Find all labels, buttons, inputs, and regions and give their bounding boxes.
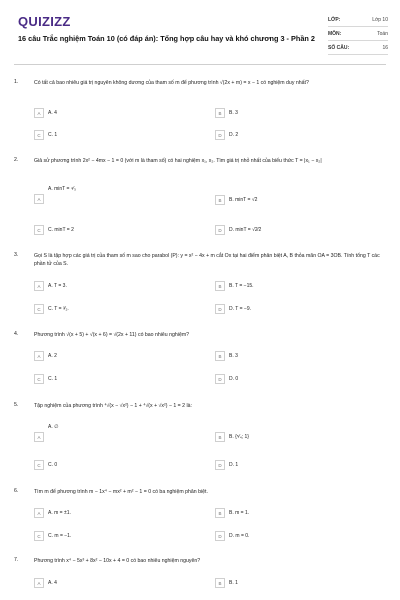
option-d[interactable] [215, 304, 251, 314]
option-letter-box: B [215, 108, 225, 118]
question-number: 2. [14, 157, 19, 163]
option-text: C. T = ³⁄₂. [48, 306, 69, 312]
question-stem: Phương trình x⁴ − 5x³ + 8x² − 10x + 4 = 0 có bao nhiêu nghiệm nguyên? [34, 558, 201, 564]
question-stem: Phương trình √(x + 5) + √(x + 6) = √(2x + 11) có bao nhiêu nghiệm? [34, 332, 190, 338]
option-text: A. 4 [48, 580, 57, 586]
option-text: B. 1 [229, 580, 238, 586]
option-letter-box: A [34, 194, 44, 204]
meta-row-count [328, 41, 388, 55]
option-a[interactable] [34, 281, 67, 291]
option-text: C. 1 [48, 132, 58, 138]
option-text: D. T = −9. [229, 306, 252, 312]
option-c[interactable] [34, 374, 57, 384]
question-number: 5. [14, 402, 19, 408]
option-letter-box: B [215, 281, 225, 291]
option-letter-box: C [34, 130, 44, 140]
option-b[interactable] [215, 281, 254, 291]
question-stem: Gọi S là tập hợp các giá trị của tham số m sao cho parabol (P): y = x² − 4x + m cắt Ox tại hai điểm phân biệt A, B thỏa mãn OA = 3OB. Tính tổng T các phần tử của S. [34, 253, 380, 267]
quizizz-logo: QUIZIZZ [18, 14, 71, 29]
option-letter-box: D [215, 304, 225, 314]
option-letter-box: A [34, 432, 44, 442]
option-letter-box: C [34, 225, 44, 235]
option-c[interactable] [34, 531, 71, 541]
option-b[interactable] [215, 508, 249, 518]
option-c[interactable] [34, 304, 69, 314]
option-letter-box: B [215, 195, 225, 205]
option-text: C. minT = 2 [48, 227, 74, 233]
document-title: 16 câu Trắc nghiệm Toán 10 (có đáp án): Tổng hợp câu hay và khó chương 3 - Phần 2 [18, 34, 315, 43]
option-text: B. 3 [229, 110, 238, 116]
option-letter-box: B [215, 578, 225, 588]
option-letter-box: A [34, 351, 44, 361]
meta-value: Lớp 10 [372, 16, 388, 23]
option-text: B. minT = √2 [229, 197, 258, 203]
option-text: D. 0 [229, 376, 239, 382]
question-stem: Tập nghiệm của phương trình ⁴√(x − √x²) − 1 + ⁴√(x + √x²) − 1 = 2 là: [34, 403, 192, 409]
option-letter-box: A [34, 108, 44, 118]
meta-key: MÔN: [328, 30, 342, 37]
option-text: D. m = 0. [229, 533, 250, 539]
meta-row-subject [328, 27, 388, 41]
option-letter-box: B [215, 351, 225, 361]
option-text: B. {⁵⁄₄; 1} [229, 434, 249, 440]
question-number: 3. [14, 252, 19, 258]
option-b[interactable] [215, 432, 249, 442]
option-text: C. m = −1. [48, 533, 72, 539]
option-letter-box: B [215, 508, 225, 518]
option-c[interactable] [34, 460, 57, 470]
option-a[interactable] [34, 578, 57, 588]
option-letter-box: A [34, 578, 44, 588]
option-text: A. 2 [48, 353, 57, 359]
option-letter-box: D [215, 460, 225, 470]
question-number: 6. [14, 488, 19, 494]
option-a[interactable] [34, 508, 71, 518]
option-a[interactable] [34, 186, 76, 206]
meta-key: SỐ CÂU: [328, 44, 350, 51]
option-letter-box: C [34, 531, 44, 541]
option-c[interactable] [34, 130, 57, 140]
meta-table [328, 13, 388, 55]
question-number: 4. [14, 331, 19, 337]
option-text: A. T = 3. [48, 283, 67, 289]
option-d[interactable] [215, 460, 238, 470]
option-text: B. m = 1. [229, 510, 250, 516]
option-text: B. T = −15. [229, 283, 254, 289]
option-b[interactable] [215, 351, 238, 361]
meta-value: 16 [382, 44, 388, 51]
option-letter-box: D [215, 225, 225, 235]
question-stem: Giả sử phương trình 2x² − 4mx − 1 = 0 (với m là tham số) có hai nghiệm x₁, x₂. Tìm giá trị nhỏ nhất của biểu thức T = |x₁ − x₂| [34, 158, 322, 164]
meta-key: LỚP: [328, 16, 341, 23]
meta-row-class [328, 13, 388, 27]
option-letter-box: D [215, 130, 225, 140]
option-a[interactable] [34, 424, 58, 444]
option-letter-box: C [34, 304, 44, 314]
option-text: A. minT = ⁴⁄₃ [48, 186, 76, 192]
option-d[interactable] [215, 531, 249, 541]
option-text: D. minT = √2⁄2 [229, 227, 262, 233]
option-letter-box: B [215, 432, 225, 442]
option-b[interactable] [215, 578, 238, 588]
option-letter-box: A [34, 281, 44, 291]
option-letter-box: A [34, 508, 44, 518]
question-stem: Có tất cả bao nhiêu giá trị nguyên không dương của tham số m để phương trình √(2x + m) = x − 1 có nghiệm duy nhất? [34, 80, 309, 86]
option-b[interactable] [215, 195, 257, 205]
header-divider [14, 64, 386, 65]
option-letter-box: D [215, 531, 225, 541]
option-text: D. 2 [229, 132, 239, 138]
option-text: A. 4 [48, 110, 57, 116]
option-a[interactable] [34, 351, 57, 361]
option-text: C. 0 [48, 462, 58, 468]
option-letter-box: C [34, 374, 44, 384]
question-number: 1. [14, 79, 19, 85]
option-letter-box: C [34, 460, 44, 470]
question-number: 7. [14, 557, 19, 563]
option-letter-box: D [215, 374, 225, 384]
option-text: A. m = ±1. [48, 510, 71, 516]
option-text: A. ∅ [48, 424, 59, 430]
option-text: B. 3 [229, 353, 238, 359]
option-b[interactable] [215, 108, 238, 118]
option-d[interactable] [215, 130, 238, 140]
option-d[interactable] [215, 374, 238, 384]
option-c[interactable] [34, 225, 74, 235]
meta-value: Toán [377, 30, 388, 37]
question-stem: Tìm m để phương trình m − 1x⁴ − mx² + m² − 1 = 0 có ba nghiệm phân biệt. [34, 489, 208, 495]
option-text: C. 1 [48, 376, 58, 382]
option-text: D. 1 [229, 462, 239, 468]
option-d[interactable] [215, 225, 261, 235]
option-a[interactable] [34, 108, 57, 118]
